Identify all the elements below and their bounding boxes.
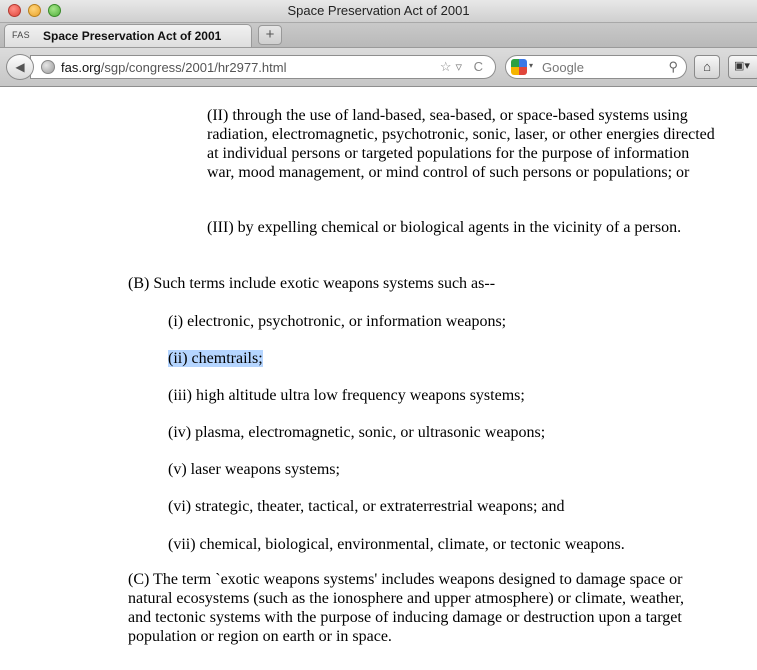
tab-space-preservation-act[interactable] [4,24,252,47]
clause-b: (B) Such terms include exotic weapons systems such as-- [128,275,496,292]
page-content [0,87,757,670]
item-vi: (vi) strategic, theater, tactical, or extraterrestrial weapons; and [168,498,565,515]
window-title: Space Preservation Act of 2001 [287,3,470,18]
url-path: /sgp/congress/2001/hr2977.html [100,60,287,75]
tab-label: Space Preservation Act of 2001 [43,29,222,43]
clause-iii-sub: (III) by expelling chemical or biological agents in the vicinity of a person. [207,219,682,236]
clause-ii-sub: (II) through the use of land-based, sea-based, or space-based systems using radiation, electromagnetic, psychotronic, sonic, laser, or other energies directed at individual persons or targeted populations for the purpose of information war, mood management, or mind control of such persons or populations; or [207,107,715,181]
back-button[interactable]: ◀ [6,54,34,80]
url-text[interactable] [61,60,286,75]
clause-c: (C) The term `exotic weapons systems' includes weapons designed to damage space or natural ecosystems (such as the ionosphere and upper atmosphere) or climate, weather, and tectonic systems with the purpose of inducing damage or destruction upon a target population or region on earth or in space. [128,571,685,645]
navigation-toolbar [0,48,757,87]
url-host: fas.org [61,60,101,75]
item-iii: (iii) high altitude ultra low frequency weapons systems; [168,387,525,404]
globe-icon [41,60,55,74]
google-engine-icon[interactable] [511,59,527,75]
fas-favicon-icon: FAS [12,30,30,40]
home-button[interactable]: ⌂ [694,55,720,79]
bookmark-star-reload-icons[interactable]: ☆▿ C [439,59,487,74]
item-vii: (vii) chemical, biological, environmental, climate, or tectonic weapons. [168,536,625,553]
engine-caret-icon[interactable]: ▾ [529,61,534,70]
selected-text[interactable]: (ii) chemtrails; [168,350,263,367]
item-ii [168,349,263,368]
tab-strip [0,23,757,48]
window-titlebar [0,0,757,23]
url-bar[interactable] [30,55,496,79]
new-tab-button[interactable]: + [258,25,282,45]
item-v: (v) laser weapons systems; [168,461,340,478]
search-box[interactable] [505,55,687,79]
item-iv: (iv) plasma, electromagnetic, sonic, or ultrasonic weapons; [168,424,546,441]
search-icon[interactable]: ⚲ [668,59,678,74]
item-i: (i) electronic, psychotronic, or information weapons; [168,313,507,330]
bookmarks-button[interactable]: ▣▾ [728,55,757,79]
search-input[interactable]: Google [542,60,584,75]
